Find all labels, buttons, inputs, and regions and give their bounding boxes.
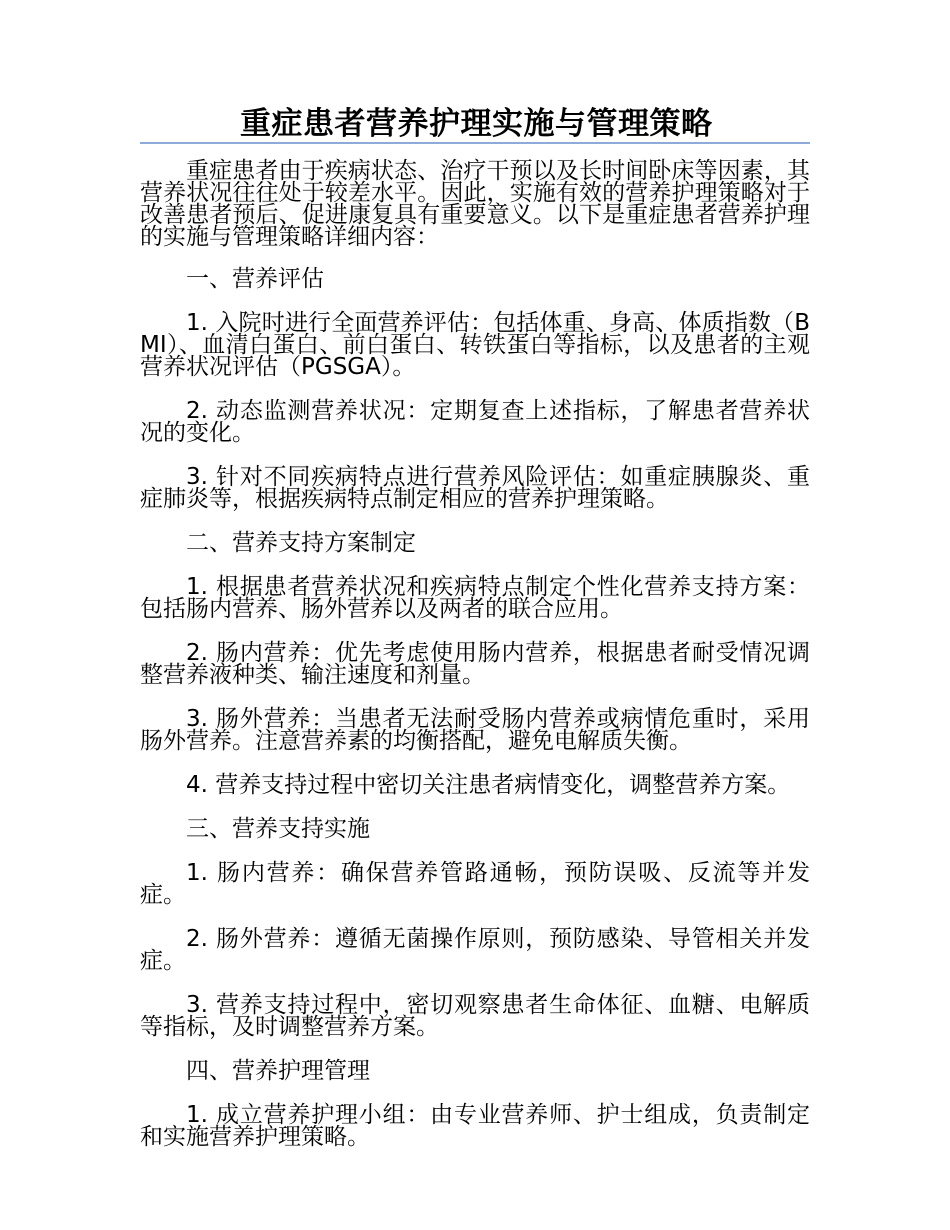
section-heading-implementation: 三、营养支持实施	[186, 816, 370, 842]
title-block	[140, 100, 810, 144]
paragraph-plan-4: 4. 营养支持过程中密切关注患者病情变化，调整营养方案。	[186, 772, 791, 798]
section-heading-plan: 二、营养支持方案制定	[186, 530, 416, 556]
paragraph-implementation-1: 1. 肠内营养：确保营养管路通畅，预防误吸、反流等并发症。	[140, 860, 810, 908]
paragraph-assessment-2: 2. 动态监测营养状况：定期复查上述指标，了解患者营养状况的变化。	[140, 398, 810, 446]
paragraph-plan-1: 1. 根据患者营养状况和疾病特点制定个性化营养支持方案：包括肠内营养、肠外营养以及两者的联合应用。	[140, 574, 810, 622]
paragraph-plan-2: 2. 肠内营养：优先考虑使用肠内营养，根据患者耐受情况调整营养液种类、输注速度和剂量。	[140, 640, 810, 688]
paragraph-plan-3: 3. 肠外营养：当患者无法耐受肠内营养或病情危重时，采用肠外营养。注意营养素的均衡搭配，避免电解质失衡。	[140, 706, 810, 754]
paragraph-implementation-2: 2. 肠外营养：遵循无菌操作原则，预防感染、导管相关并发症。	[140, 926, 810, 974]
section-heading-assessment: 一、营养评估	[186, 266, 324, 292]
paragraph-management-1: 1. 成立营养护理小组：由专业营养师、护士组成，负责制定和实施营养护理策略。	[140, 1102, 810, 1150]
document-body	[140, 160, 810, 1170]
intro-paragraph: 重症患者由于疾病状态、治疗干预以及长时间卧床等因素，其营养状况往往处于较差水平。因此，实施有效的营养护理策略对于改善患者预后、促进康复具有重要意义。以下是重症患者营养护理的实施与管理策略详细内容：	[140, 158, 810, 250]
paragraph-implementation-3: 3. 营养支持过程中，密切观察患者生命体征、血糖、电解质等指标，及时调整营养方案。	[140, 992, 810, 1040]
paragraph-assessment-3: 3. 针对不同疾病特点进行营养风险评估：如重症胰腺炎、重症肺炎等，根据疾病特点制定相应的营养护理策略。	[140, 464, 810, 512]
document-title: 重症患者营养护理实施与管理策略	[240, 106, 713, 142]
section-heading-management: 四、营养护理管理	[186, 1058, 370, 1084]
paragraph-assessment-1: 1. 入院时进行全面营养评估：包括体重、身高、体质指数（BMI）、血清白蛋白、前白蛋白、转铁蛋白等指标，以及患者的主观营养状况评估（PGSGA）。	[140, 310, 810, 380]
